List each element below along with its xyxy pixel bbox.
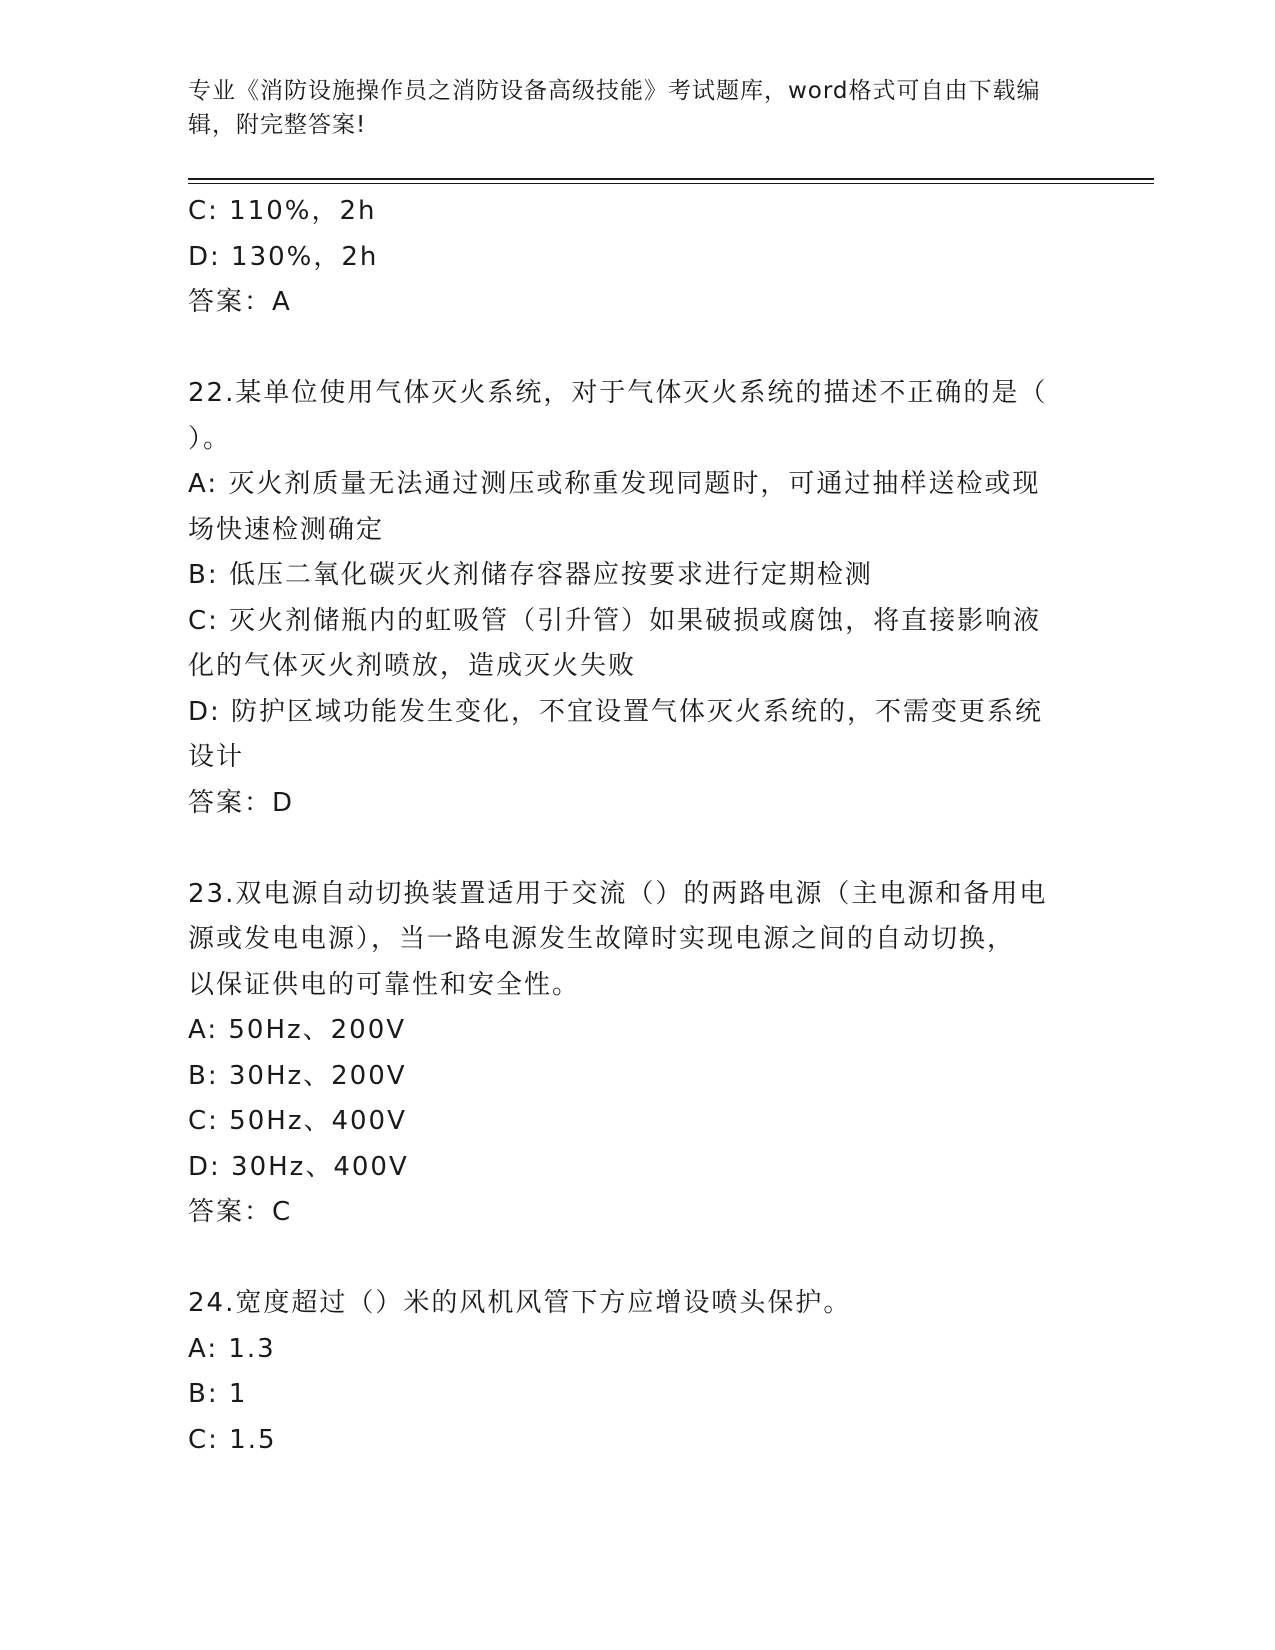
option-b: B: 30Hz、200V: [188, 1060, 407, 1091]
option-a-cont: 场快速检测确定: [188, 514, 385, 545]
option-b: B: 1: [188, 1379, 248, 1409]
option-c-cont: 化的气体灭火剂喷放，造成灭火失败: [188, 651, 637, 681]
document-header: [188, 74, 1068, 142]
answer-line: 答案：D: [188, 787, 295, 818]
header-divider-thin: [188, 183, 1154, 184]
option-c: C: 1.5: [188, 1424, 277, 1455]
question-23: [188, 872, 1068, 1236]
header-line-1: 专业《消防设施操作员之消防设备高级技能》考试题库，word格式可自由下载编: [188, 78, 1041, 104]
question-text: 源或发电电源），当一路电源发生故障时实现电源之间的自动切换，: [188, 924, 1016, 954]
option-c: C: 110%，2h: [188, 196, 377, 226]
option-a: A: 50Hz、200V: [188, 1015, 407, 1045]
option-d: D: 防护区域功能发生变化，不宜设置气体灭火系统的，不需变更系统: [188, 696, 1044, 727]
question-text: 22.某单位使用气体灭火系统，对于气体灭火系统的描述不正确的是（: [188, 378, 1048, 408]
spacer: [188, 826, 1068, 872]
question-text: 23.双电源自动切换装置适用于交流（）的两路电源（主电源和备用电: [188, 878, 1048, 909]
option-b: B: 低压二氧化碳灭火剂储存容器应按要求进行定期检测: [188, 560, 873, 590]
answer-line: 答案：C: [188, 1197, 293, 1227]
answer-line: 答案：A: [188, 287, 292, 317]
spacer: [188, 1236, 1068, 1282]
document-body: [188, 189, 1068, 1463]
option-d-cont: 设计: [188, 742, 245, 772]
header-line-2: 辑，附完整答案!: [188, 112, 367, 138]
option-a: A: 灭火剂质量无法通过测压或称重发现同题时，可通过抽样送检或现: [188, 469, 1041, 499]
question-24: [188, 1281, 1068, 1463]
question-text: 24.宽度超过（）米的风机风管下方应增设喷头保护。: [188, 1288, 852, 1318]
header-divider-thick: [188, 178, 1154, 180]
option-c: C: 灭火剂储瓶内的虹吸管（引升管）如果破损或腐蚀，将直接影响液: [188, 605, 1042, 636]
prev-question-tail: [188, 189, 1068, 326]
option-d: D: 30Hz、400V: [188, 1151, 409, 1182]
option-a: A: 1.3: [188, 1333, 276, 1364]
question-22: [188, 371, 1068, 826]
question-text: 以保证供电的可靠性和安全性。: [188, 969, 581, 1000]
question-text: ）。: [188, 423, 232, 454]
option-d: D: 130%，2h: [188, 241, 379, 272]
spacer: [188, 326, 1068, 372]
option-c: C: 50Hz、400V: [188, 1106, 407, 1136]
